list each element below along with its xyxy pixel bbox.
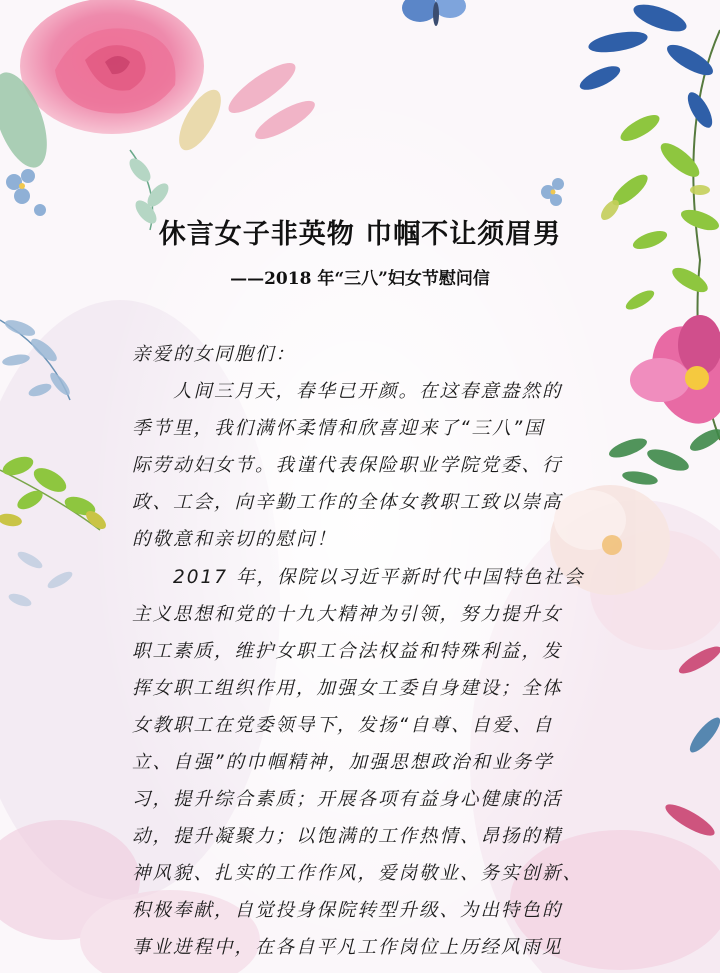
body-line: 的敬意和亲切的慰问！ — [132, 529, 338, 550]
body-line: 政、工会，向辛勤工作的全体女教职工致以崇高 — [132, 492, 563, 513]
body-line: 主义思想和党的十九大精神为引领，努力提升女 — [132, 604, 563, 625]
body-line: 习，提升综合素质；开展各项有益身心健康的活 — [132, 789, 563, 810]
body-line: 立、自强”的巾帼精神，加强思想政治和业务学 — [132, 752, 554, 773]
body-line: 事业进程中，在各自平凡工作岗位上历经风雨见 — [132, 937, 563, 958]
body-line: 季节里，我们满怀柔情和欣喜迎来了“三八”国 — [132, 418, 545, 439]
letter-title: 休言女子非英物 巾帼不让须眉男 — [158, 219, 562, 250]
body-line: 职工素质，维护女职工合法权益和特殊利益，发 — [132, 641, 563, 662]
body-line: 2017 年，保院以习近平新时代中国特色社会 — [132, 567, 585, 588]
letter-subtitle: ——2018 年“三八”妇女节慰问信 — [230, 269, 490, 289]
body-line: 挥女职工组织作用，加强女工委自身建设；全体 — [132, 678, 563, 699]
body-line: 女教职工在党委领导下，发扬“自尊、自爱、自 — [132, 715, 554, 736]
body-line: 动，提升凝聚力；以饱满的工作热情、昂扬的精 — [132, 826, 563, 847]
body-line: 积极奉献，自觉投身保院转型升级、为出特色的 — [132, 900, 563, 921]
body-line: 神风貌、扎实的工作作风，爱岗敬业、务实创新、 — [132, 863, 584, 884]
body-line: 际劳动妇女节。我谨代表保险职业学院党委、行 — [132, 455, 563, 476]
body-line: 人间三月天，春华已开颜。在这春意盎然的 — [132, 381, 563, 402]
salutation: 亲爱的女同胞们： — [132, 344, 297, 365]
